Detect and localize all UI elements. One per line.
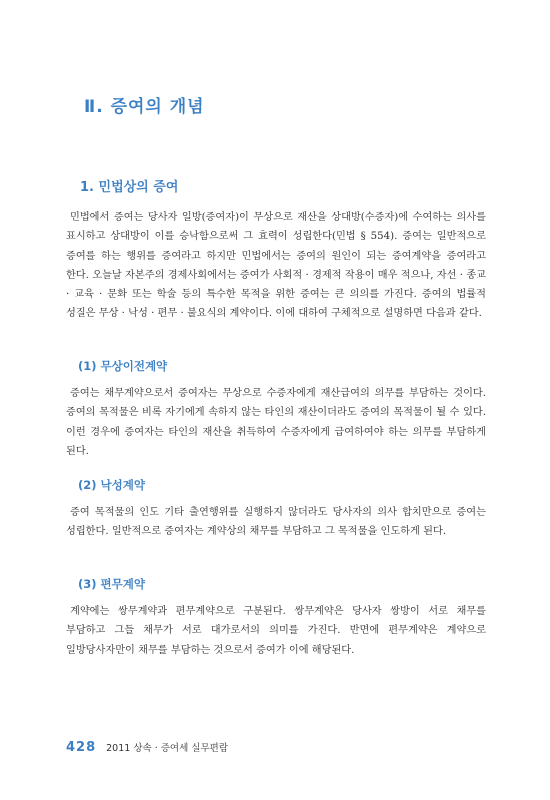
section-title: 1. 민법상의 증여: [80, 180, 179, 195]
subsection-body-consensual: 증여 목적물의 인도 기타 출연행위를 실행하지 않더라도 당사자의 의사 합치만으로 증여는 성립한다. 일반적으로 증여자는 계약상의 채무를 부담하고 그 목적물을 인도하게 된다.: [66, 507, 486, 538]
book-title: 2011 상속 · 증여세 실무편람: [106, 743, 229, 754]
subsection-heading-unilateral: (3) 편무계약: [78, 577, 145, 591]
chapter-title: Ⅱ. 증여의 개념: [84, 97, 205, 117]
page-number: 428: [66, 740, 97, 755]
subsection-body-gratuitous: 증여는 채무계약으로서 증여자는 무상으로 수증자에게 재산급여의 의무를 부담하는 것이다. 증여의 목적물은 비록 자기에게 속하지 않는 타인의 재산이더라도 증여의 목적물이 될 수 있다. 이런 경우에 증여자는 타인의 재산을 취득하여 수증자에게 급여하여야 하는 의무를 부담하게 된다.: [66, 388, 486, 457]
subsection-heading-gratuitous: (1) 무상이전계약: [78, 359, 168, 373]
page-footer: [66, 740, 228, 755]
subsection-heading-consensual: (2) 낙성계약: [78, 478, 145, 492]
subsection-body-unilateral: 계약에는 쌍무계약과 편무계약으로 구분된다. 쌍무계약은 당사자 쌍방이 서로 채무를 부담하고 그들 채무가 서로 대가로서의 의미를 가진다. 반면에 편무계약은 계약으로 일방당사자만이 채무를 부담하는 것으로서 증여가 이에 해당된다.: [66, 606, 486, 656]
intro-paragraph: 민법에서 증여는 당사자 일방(증여자)이 무상으로 재산을 상대방(수증자)에 수여하는 의사를 표시하고 상대방이 이를 승낙함으로써 그 효력이 성립한다(민법 § 554). 증여는 일반적으로 증여를 하는 행위를 증여라고 하지만 민법에서는 증여의 원인이 되는 증여계약을 증여라고 한다. 오늘날 자본주의 경제사회에서는 증여가 사회적 · 경제적 작용이 매우 적으나, 자선 · 종교 · 교육 · 문화 또는 학술 등의 특수한 목적을 위한 증여는 큰 의의를 가진다. 증여의 법률적 성질은 무상 · 낙성 · 편무 · 불요식의 계약이다. 이에 대하여 구체적으로 설명하면 다음과 같다.: [66, 212, 486, 320]
